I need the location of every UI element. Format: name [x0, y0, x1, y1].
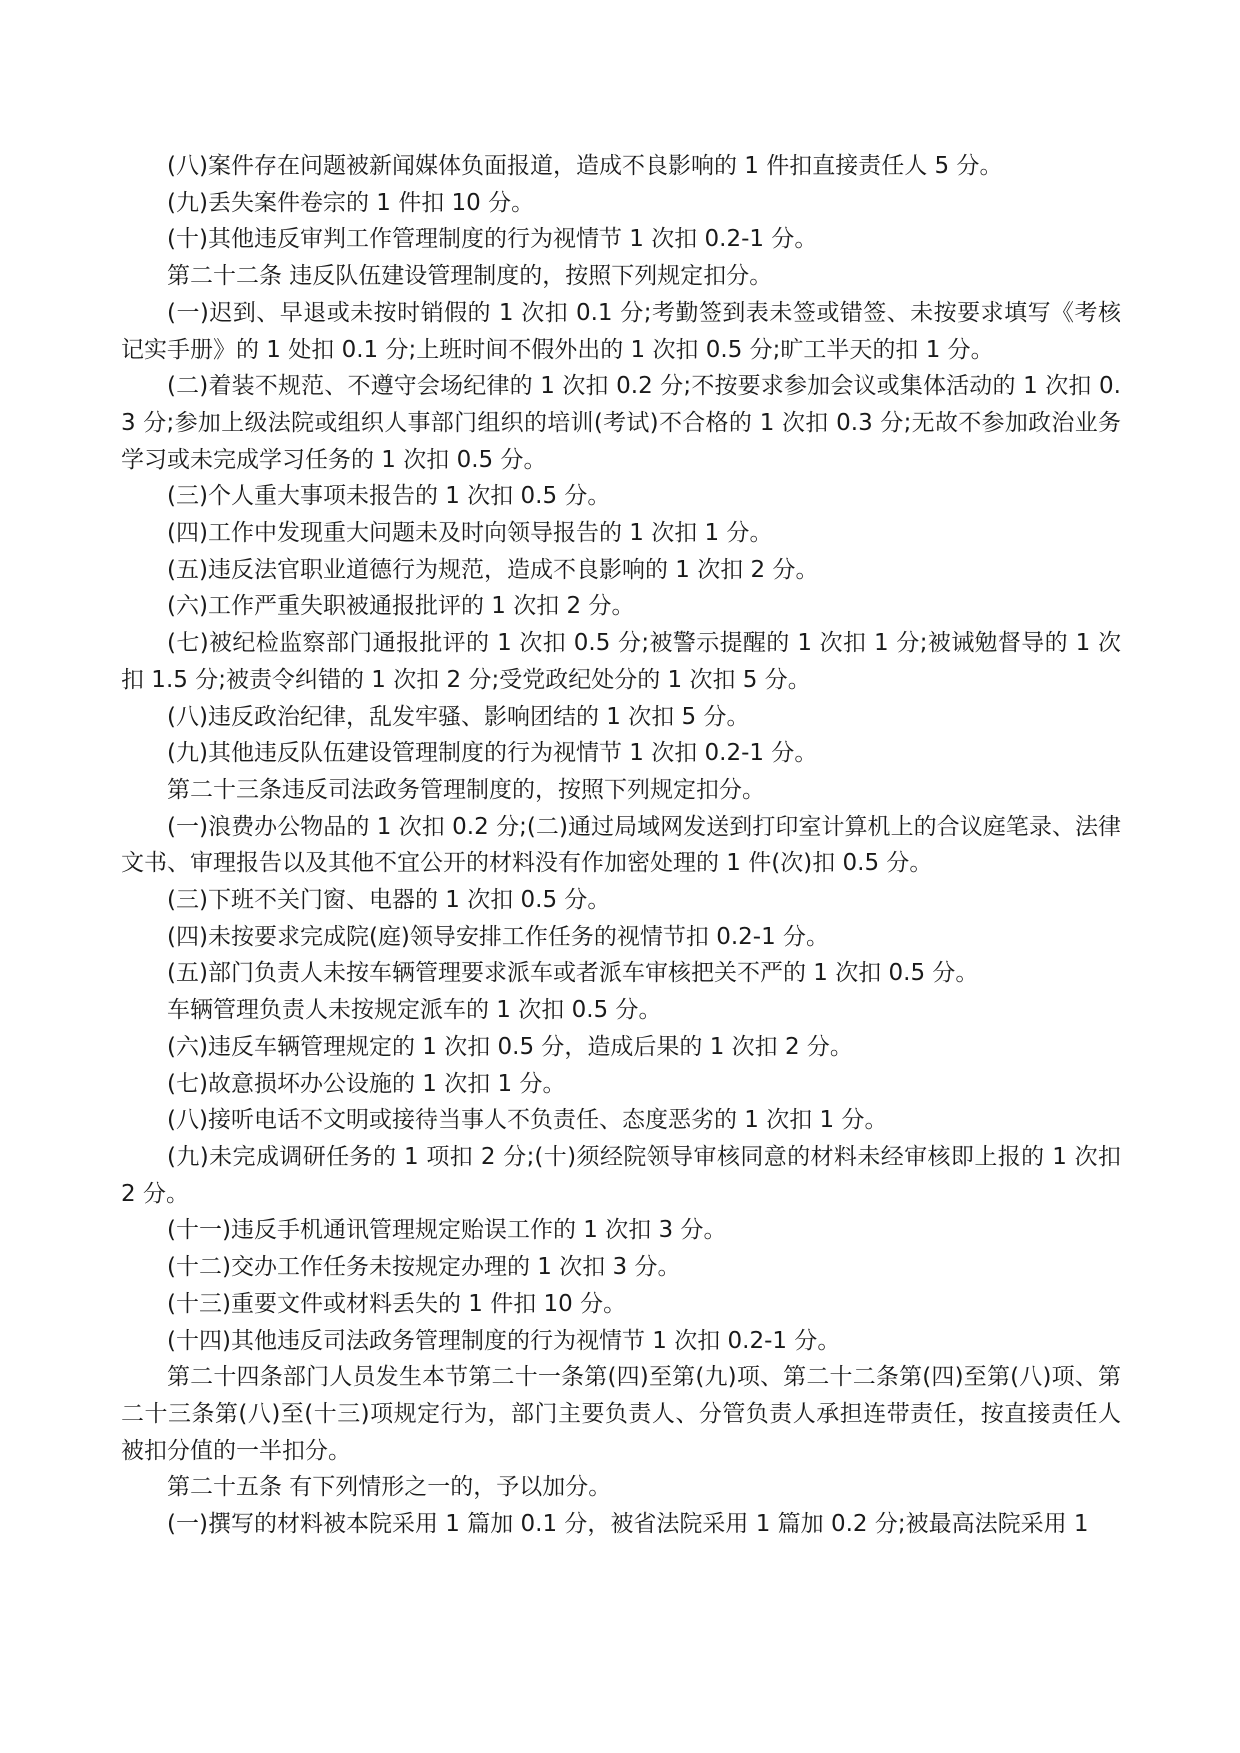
paragraph: (五)违反法官职业道德行为规范，造成不良影响的 1 次扣 2 分。 [167, 556, 819, 583]
paragraph: (四)未按要求完成院(庭)领导安排工作任务的视情节扣 0.2-1 分。 [167, 923, 830, 950]
paragraph: (六)违反车辆管理规定的 1 次扣 0.5 分，造成后果的 1 次扣 2 分。 [167, 1033, 853, 1060]
paragraph: (五)部门负责人未按车辆管理要求派车或者派车审核把关不严的 1 次扣 0.5 分。 [167, 960, 979, 987]
paragraph: (十三)重要文件或材料丢失的 1 件扣 10 分。 [167, 1290, 627, 1317]
paragraph: (二)着装不规范、不遵守会场纪律的 1 次扣 0.2 分;不按要求参加会议或集体活动的 1 次扣 0.3 分;参加上级法院或组织人事部门组织的培训(考试)不合格的 1 次扣 0.3 分;无故不参加政治业务学习或未完成学习任务的 1 次扣 0.5 分。 [121, 373, 1121, 473]
paragraph: (一)浪费办公物品的 1 次扣 0.2 分;(二)通过局域网发送到打印室计算机上的合议庭笔录、法律文书、审理报告以及其他不宜公开的材料没有作加密处理的 1 件(次)扣 0.5 分。 [121, 813, 1121, 877]
paragraph: (四)工作中发现重大问题未及时向领导报告的 1 次扣 1 分。 [167, 520, 773, 547]
paragraph: (十二)交办工作任务未按规定办理的 1 次扣 3 分。 [167, 1254, 681, 1281]
paragraph: (十)其他违反审判工作管理制度的行为视情节 1 次扣 0.2-1 分。 [167, 226, 818, 253]
article-heading: 第二十五条 有下列情形之一的，予以加分。 [167, 1474, 612, 1501]
paragraph: (八)案件存在问题被新闻媒体负面报道，造成不良影响的 1 件扣直接责任人 5 分。 [167, 153, 1003, 179]
paragraph: (七)被纪检监察部门通报批评的 1 次扣 0.5 分;被警示提醒的 1 次扣 1 分;被诫勉督导的 1 次扣 1.5 分;被责令纠错的 1 次扣 2 分;受党政纪处分的 1 次扣 5 分。 [121, 630, 1121, 693]
article-heading: 第二十二条 违反队伍建设管理制度的，按照下列规定扣分。 [167, 263, 773, 290]
paragraph: (九)未完成调研任务的 1 项扣 2 分;(十)须经院领导审核同意的材料未经审核即上报的 1 次扣 2 分。 [121, 1143, 1121, 1207]
paragraph: (三)下班不关门窗、电器的 1 次扣 0.5 分。 [167, 887, 611, 914]
paragraph: (一)撰写的材料被本院采用 1 篇加 0.1 分，被省法院采用 1 篇加 0.2 分;被最高法院采用 1 [167, 1511, 1089, 1538]
paragraph: (十一)违反手机通讯管理规定贻误工作的 1 次扣 3 分。 [167, 1217, 727, 1244]
paragraph: (九)丢失案件卷宗的 1 件扣 10 分。 [167, 189, 535, 216]
paragraph: (三)个人重大事项未报告的 1 次扣 0.5 分。 [167, 483, 611, 510]
paragraph: (七)故意损坏办公设施的 1 次扣 1 分。 [167, 1070, 566, 1097]
paragraph: (八)接听电话不文明或接待当事人不负责任、态度恶劣的 1 次扣 1 分。 [167, 1107, 888, 1134]
article-heading: 第二十四条部门人员发生本节第二十一条第(四)至第(九)项、第二十二条第(四)至第(八)项、第二十三条第(八)至(十三)项规定行为，部门主要负责人、分管负责人承担连带责任，按直接责任人被扣分值的一半扣分。 [121, 1364, 1121, 1464]
paragraph: (六)工作严重失职被通报批评的 1 次扣 2 分。 [167, 593, 635, 620]
paragraph: (十四)其他违反司法政务管理制度的行为视情节 1 次扣 0.2-1 分。 [167, 1327, 841, 1354]
paragraph: 车辆管理负责人未按规定派车的 1 次扣 0.5 分。 [167, 997, 662, 1024]
article-heading: 第二十三条违反司法政务管理制度的，按照下列规定扣分。 [167, 776, 765, 803]
paragraph: (一)迟到、早退或未按时销假的 1 次扣 0.1 分;考勤签到表未签或错签、未按要求填写《考核记实手册》的 1 处扣 0.1 分;上班时间不假外出的 1 次扣 0.5 分;旷工半天的扣 1 分。 [121, 299, 1121, 363]
paragraph: (九)其他违反队伍建设管理制度的行为视情节 1 次扣 0.2-1 分。 [167, 740, 818, 767]
document-body [121, 148, 1121, 1543]
paragraph: (八)违反政治纪律，乱发牢骚、影响团结的 1 次扣 5 分。 [167, 703, 750, 730]
